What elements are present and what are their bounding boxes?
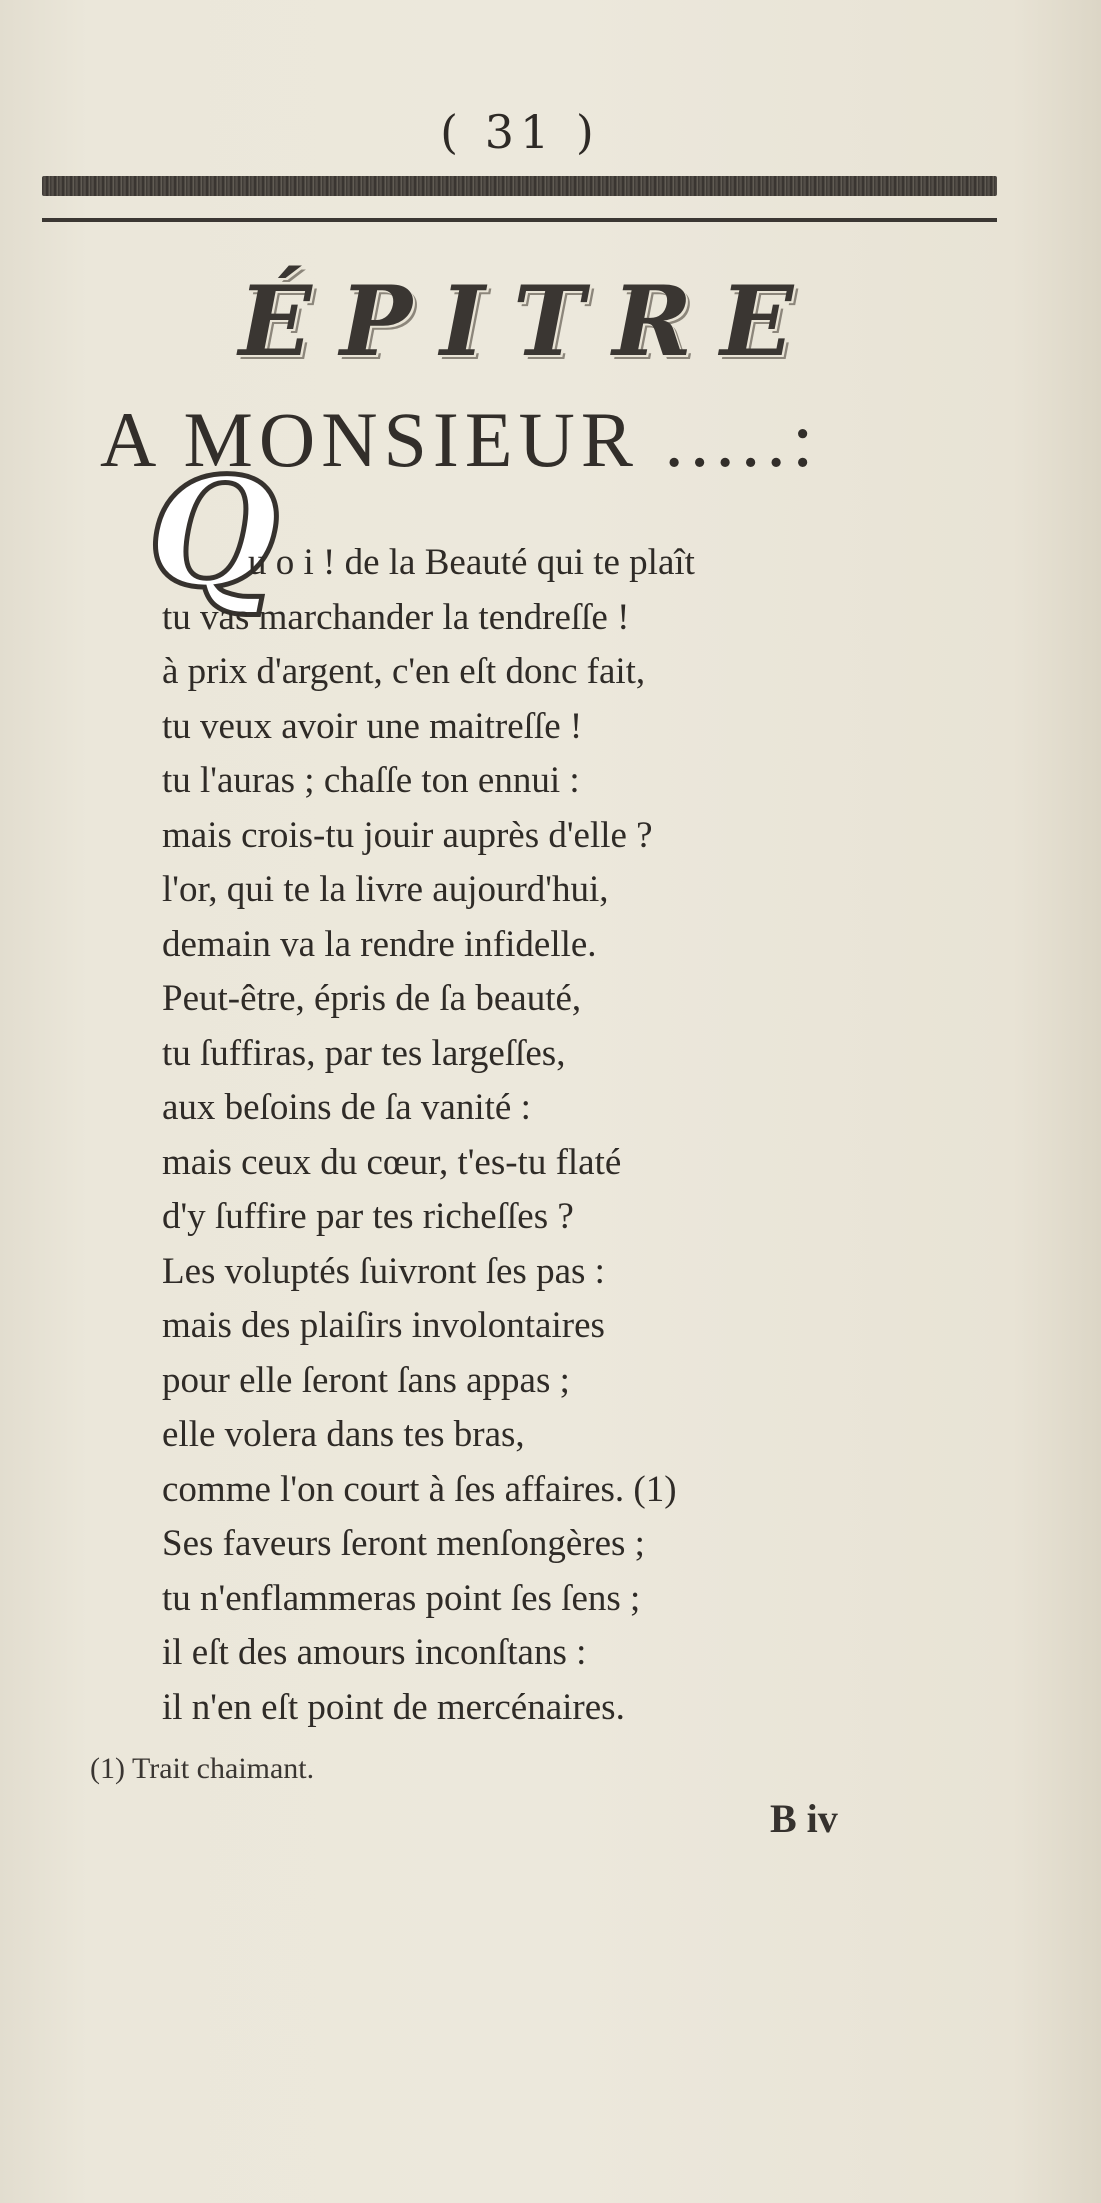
poem-line: tu vas marchander la tendreſſe !	[162, 596, 630, 638]
poem-line: mais ceux du cœur, t'es-tu flaté	[162, 1141, 622, 1183]
drop-cap: Q	[148, 445, 279, 621]
poem-line: Peut-être, épris de ſa beauté,	[162, 978, 582, 1019]
poem-line: elle volera dans tes bras,	[162, 1414, 525, 1455]
signature-mark: B iv	[770, 1796, 838, 1841]
poem-addressee: A MONSIEUR .....:	[100, 396, 820, 483]
poem-line: d'y ſuffire par tes richeſſes ?	[162, 1196, 574, 1237]
thin-rule	[42, 218, 997, 222]
poem-line: u o i ! de la Beauté qui te plaît	[248, 542, 695, 583]
poem-line: demain va la rendre infidelle.	[162, 923, 597, 965]
poem-line: l'or, qui te la livre aujourd'hui,	[162, 869, 609, 910]
poem-line: mais des plaiſirs involontaires	[162, 1305, 605, 1346]
poem-line: comme l'on court à ſes affaires. (1)	[162, 1468, 677, 1510]
poem-line: tu l'auras ; chaſſe ton ennui :	[162, 760, 580, 801]
poem-line: aux beſoins de ſa vanité :	[162, 1087, 531, 1128]
poem-line: Ses faveurs ſeront menſongères ;	[162, 1523, 645, 1564]
poem-line: tu veux avoir une maitreſſe !	[162, 705, 583, 747]
poem-line: il n'en eſt point de mercénaires.	[162, 1686, 625, 1728]
poem-line: Les voluptés ſuivront ſes pas :	[162, 1250, 605, 1292]
ornamental-rule	[42, 176, 997, 196]
poem-line: mais crois-tu jouir auprès d'elle ?	[162, 814, 653, 856]
poem-line: il eſt des amours inconſtans :	[162, 1632, 587, 1673]
poem-line: tu ſuffiras, par tes largeſſes,	[162, 1032, 566, 1074]
poem-body	[162, 536, 1022, 1735]
poem-line: à prix d'argent, c'en eſt donc fait,	[162, 651, 646, 692]
poem-line: pour elle ſeront ſans appas ;	[162, 1359, 570, 1401]
poem-title: ÉPITRE	[238, 265, 822, 378]
footnote: (1) Trait chaimant.	[90, 1752, 315, 1785]
poem-line: tu n'enflammeras point ſes ſens ;	[162, 1577, 641, 1619]
page-number: ( 31 )	[440, 105, 600, 159]
